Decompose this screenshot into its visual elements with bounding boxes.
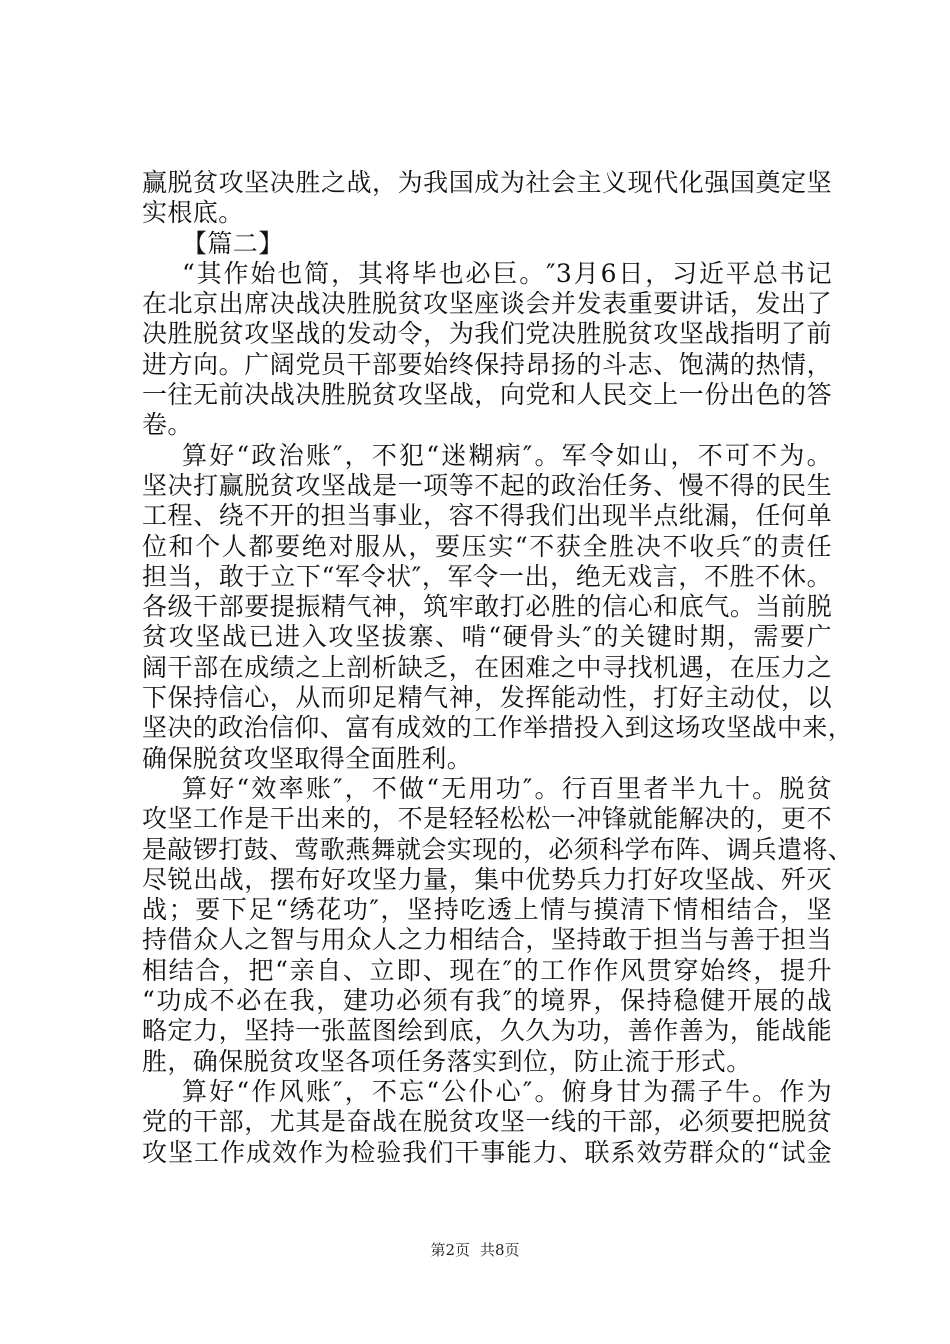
text-line: 卷。 [142, 410, 193, 440]
text-line: 实根底。 [142, 198, 244, 228]
text-line: 相结合，把“亲自、立即、现在″的工作作风贯穿始终，提升 [142, 955, 832, 985]
text-line: “功成不必在我，建功必须有我″的境界，保持稳健开展的战 [142, 986, 832, 1016]
text-line: 担当，敢于立下“军令状″，军令一出，绝无戏言，不胜不休。 [142, 561, 832, 591]
text-line: 持借众人之智与用众人之力相结合，坚持敢于担当与善于担当 [142, 925, 832, 955]
text-line: 攻坚工作成效作为检验我们干事能力、联系效劳群众的“试金 [142, 1137, 832, 1167]
text-line: 战；要下足“绣花功″，坚持吃透上情与摸清下情相结合，坚 [142, 895, 832, 925]
text-line: 在北京出席决战决胜脱贫攻坚座谈会并发表重要讲话，发出了 [142, 289, 832, 319]
text-line: 确保脱贫攻坚取得全面胜利。 [142, 743, 473, 773]
text-line: 工程、绕不开的担当事业，容不得我们出现半点纰漏，任何单 [142, 501, 832, 531]
text-line: 阔干部在成绩之上剖析缺乏，在困难之中寻找机遇，在压力之 [142, 652, 832, 682]
text-line: 进方向。广阔党员干部要始终保持昂扬的斗志、饱满的热情， [142, 349, 832, 379]
paragraph-first-line: 算好“政治账″，不犯“迷糊病″。军令如山，不可不为。 [182, 440, 832, 470]
text-line: 胜，确保脱贫攻坚各项任务落实到位，防止流于形式。 [142, 1046, 752, 1076]
text-line: 尽锐出战，摆布好攻坚力量，集中优势兵力打好攻坚战、歼灭 [142, 864, 832, 894]
text-line: 是敲锣打鼓、莺歌燕舞就会实现的，必须科学布阵、调兵遣将、 [142, 834, 854, 864]
text-line: 各级干部要提振精气神，筑牢敢打必胜的信心和底气。当前脱 [142, 592, 832, 622]
text-line: 位和个人都要绝对服从，要压实“不获全胜决不收兵″的责任 [142, 531, 832, 561]
page-footer [0, 1240, 950, 1260]
paragraph-first-line: “其作始也简，其将毕也必巨。″3月6日，习近平总书记 [182, 258, 832, 288]
text-line: 党的干部，尤其是奋战在脱贫攻坚一线的干部，必须要把脱贫 [142, 1107, 832, 1137]
body-text [142, 168, 854, 1168]
text-line: 攻坚工作是干出来的，不是轻轻松松一冲锋就能解决的，更不 [142, 804, 832, 834]
text-line: 一往无前决战决胜脱贫攻坚战，向党和人民交上一份出色的答 [142, 380, 832, 410]
page-total: 共8页 [480, 1241, 520, 1259]
text-line: 贫攻坚战已进入攻坚拔寨、啃“硬骨头″的关键时期，需要广 [142, 622, 832, 652]
text-line: 下保持信心，从而卯足精气神，发挥能动性，打好主动仗，以 [142, 683, 832, 713]
text-line: 赢脱贫攻坚决胜之战，为我国成为社会主义现代化强国奠定坚 [142, 168, 832, 197]
section-heading: 【篇二】 [182, 228, 284, 258]
text-line: 略定力，坚持一张蓝图绘到底，久久为功，善作善为，能战能 [142, 1016, 832, 1046]
text-line: 坚决打赢脱贫攻坚战是一项等不起的政治任务、慢不得的民生 [142, 470, 832, 500]
page-number: 第2页 [430, 1241, 470, 1259]
text-line: 决胜脱贫攻坚战的发动令，为我们党决胜脱贫攻坚战指明了前 [142, 319, 832, 349]
text-line: 坚决的政治信仰、富有成效的工作举措投入到这场攻坚战中来， [142, 713, 854, 743]
paragraph-first-line: 算好“效率账″，不做“无用功″。行百里者半九十。脱贫 [182, 773, 832, 803]
paragraph-first-line: 算好“作风账″，不忘“公仆心″。俯身甘为孺子牛。作为 [182, 1076, 832, 1106]
